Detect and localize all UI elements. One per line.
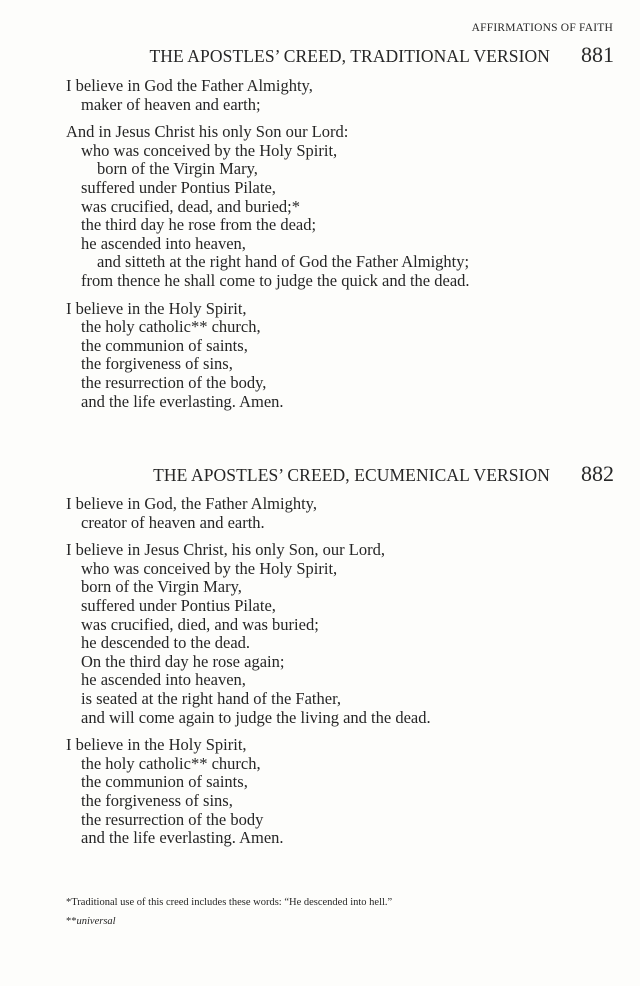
footnote-1: [66, 897, 392, 908]
line: creator of heaven and earth.: [81, 512, 265, 532]
line: from thence he shall come to judge the quick and the dead.: [81, 270, 470, 290]
line: he descended to the dead.: [81, 633, 251, 653]
line: the holy catholic** church,: [81, 317, 261, 337]
line: the holy catholic** church,: [81, 753, 261, 773]
creed-text: [66, 495, 431, 857]
line: born of the Virgin Mary,: [81, 577, 242, 597]
line: maker of heaven and earth;: [81, 94, 261, 114]
line: born of the Virgin Mary,: [97, 159, 258, 179]
line: I believe in God, the Father Almighty,: [66, 494, 317, 513]
footnote-mark: *: [66, 897, 72, 908]
line: the third day he rose from the dead;: [81, 215, 317, 235]
paragraph: [66, 495, 431, 532]
creed-text: [66, 77, 470, 420]
paragraph: [66, 736, 431, 848]
line: who was conceived by the Holy Spirit,: [81, 558, 338, 578]
line: was crucified, dead, and buried;*: [81, 196, 300, 216]
line: was crucified, died, and was buried;: [81, 614, 319, 634]
line: the communion of saints,: [81, 772, 248, 792]
line: and will come again to judge the living and the dead.: [81, 707, 431, 727]
section-title: THE APOSTLES’ CREED, TRADITIONAL VERSION: [149, 46, 550, 66]
line: who was conceived by the Holy Spirit,: [81, 140, 338, 160]
line: I believe in the Holy Spirit,: [66, 735, 247, 755]
line: the resurrection of the body,: [81, 372, 267, 392]
line: and the life everlasting. Amen.: [81, 828, 284, 848]
line: and sitteth at the right hand of God the Father Almighty;: [97, 252, 470, 272]
paragraph: [66, 300, 470, 412]
line: he ascended into heaven,: [81, 670, 246, 690]
section-number: 881: [581, 42, 614, 67]
footnote-2: [66, 916, 116, 927]
footnote-text: Traditional use of this creed includes these words: “He descended into hell.”: [71, 897, 393, 908]
line: I believe in Jesus Christ, his only Son, our Lord,: [66, 540, 385, 560]
section-number: 882: [581, 461, 614, 486]
footnote-text: universal: [76, 916, 116, 927]
running-head: AFFIRMATIONS OF FAITH: [471, 22, 613, 34]
line: I believe in God the Father Almighty,: [66, 76, 313, 95]
paragraph: [66, 77, 470, 114]
paragraph: [66, 123, 470, 290]
footnote-mark: **: [66, 916, 77, 927]
line: suffered under Pontius Pilate,: [81, 595, 276, 615]
line: he ascended into heaven,: [81, 233, 246, 253]
section-title: THE APOSTLES’ CREED, ECUMENICAL VERSION: [153, 465, 550, 485]
line: the forgiveness of sins,: [81, 354, 233, 374]
line: And in Jesus Christ his only Son our Lord:: [66, 122, 349, 142]
line: the resurrection of the body: [81, 809, 264, 829]
line: On the third day he rose again;: [81, 651, 285, 671]
line: the communion of saints,: [81, 335, 248, 355]
line: and the life everlasting. Amen.: [81, 391, 284, 411]
line: I believe in the Holy Spirit,: [66, 298, 247, 318]
paragraph: [66, 541, 431, 727]
line: is seated at the right hand of the Father,: [81, 688, 342, 708]
line: suffered under Pontius Pilate,: [81, 177, 276, 197]
line: the forgiveness of sins,: [81, 790, 233, 810]
